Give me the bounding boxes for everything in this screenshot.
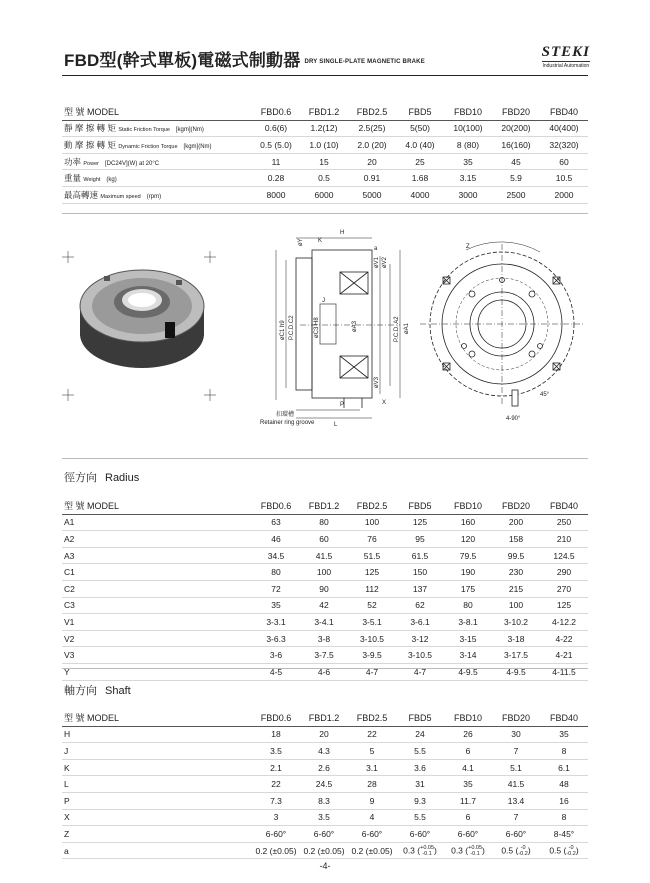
row-label: C2 [62, 580, 252, 597]
table-cell: 175 [444, 580, 492, 597]
tolerance-cell: 0.2 (±0.05) [300, 842, 348, 859]
radius-header-row: 型 號 MODEL FBD0.6 FBD1.2 FBD2.5 FBD5 FBD10 FBD20 FBD40 [62, 498, 588, 514]
table-cell: 3-8.1 [444, 614, 492, 631]
table-row [62, 726, 588, 743]
model-header-cell: FBD2.5 [348, 104, 396, 120]
spec-cell: 1.68 [396, 170, 444, 187]
table-cell: 158 [492, 531, 540, 548]
table-cell: 2.6 [300, 759, 348, 776]
table-cell: 4-22 [540, 630, 588, 647]
shaft-section-title: 軸方向 Shaft [64, 685, 131, 697]
table-cell: 60 [300, 531, 348, 548]
table-cell: 190 [444, 564, 492, 581]
table-cell: 3-10.5 [348, 630, 396, 647]
table-cell: 3-10.5 [396, 647, 444, 664]
table-cell: 20 [300, 726, 348, 743]
table-cell: 18 [252, 726, 300, 743]
spec-cell: 25 [396, 153, 444, 170]
table-cell: 270 [540, 580, 588, 597]
table-cell: 16 [540, 792, 588, 809]
model-header-cell: FBD40 [540, 710, 588, 726]
spec-row-label: 靜 摩 擦 轉 矩 Static Friction Torque [kgm](Nm) [62, 120, 252, 137]
shaft-header-row: 型 號 MODEL FBD0.6 FBD1.2 FBD2.5 FBD5 FBD10 FBD20 FBD40 [62, 710, 588, 726]
svg-text:J: J [322, 298, 325, 304]
section-rule [62, 668, 588, 669]
spec-cell: 0.28 [252, 170, 300, 187]
table-row [62, 647, 588, 664]
table-cell: 35 [252, 597, 300, 614]
model-header-cell: FBD10 [444, 104, 492, 120]
spec-cell: 2.0 (20) [348, 137, 396, 154]
table-cell: 5.5 [396, 743, 444, 760]
radius-section-title: 徑方向 Radius [64, 472, 140, 484]
table-cell: 7.3 [252, 792, 300, 809]
svg-text:P.C.D. A2: P.C.D. A2 [394, 316, 400, 342]
row-label: J [62, 743, 252, 760]
model-header-cell: FBD2.5 [348, 498, 396, 514]
model-header-cell: FBD0.6 [252, 710, 300, 726]
spec-cell: 40(400) [540, 120, 588, 137]
table-cell: 62 [396, 597, 444, 614]
table-cell: 4-12.2 [540, 614, 588, 631]
spec-cell: 3000 [444, 186, 492, 203]
header-rule [62, 75, 588, 76]
table-cell: 35 [540, 726, 588, 743]
spec-cell: 0.5 (5.0) [252, 137, 300, 154]
table-cell: 8.3 [300, 792, 348, 809]
technical-drawing [0, 220, 650, 450]
spec-cell: 16(160) [492, 137, 540, 154]
svg-text:øA1: øA1 [404, 322, 410, 334]
table-cell: 24 [396, 726, 444, 743]
spec-row [62, 186, 588, 203]
svg-text:P.C.D.C2: P.C.D.C2 [289, 315, 295, 340]
table-cell: 22 [252, 776, 300, 793]
table-cell: 100 [348, 514, 396, 531]
table-cell: 11.7 [444, 792, 492, 809]
section-rule [62, 213, 588, 214]
table-cell: 3-6 [252, 647, 300, 664]
svg-text:L: L [334, 422, 338, 428]
table-cell: 5.5 [396, 809, 444, 826]
spec-row [62, 153, 588, 170]
table-cell: 200 [492, 514, 540, 531]
spec-cell: 11 [252, 153, 300, 170]
table-cell: 3-4.1 [300, 614, 348, 631]
table-cell: 4-5 [252, 663, 300, 680]
table-cell: 28 [348, 776, 396, 793]
svg-text:P: P [340, 402, 345, 408]
table-cell: 3 [252, 809, 300, 826]
section-rule [62, 458, 588, 459]
table-row [62, 597, 588, 614]
spec-cell: 5.9 [492, 170, 540, 187]
svg-text:øV1: øV1 [374, 256, 380, 268]
row-label: A1 [62, 514, 252, 531]
spec-cell: 60 [540, 153, 588, 170]
svg-text:øC3 H8: øC3 H8 [314, 317, 320, 338]
svg-text:a: a [374, 246, 378, 252]
spec-cell: 4.0 (40) [396, 137, 444, 154]
table-cell: 6-60° [300, 826, 348, 843]
table-cell: 100 [300, 564, 348, 581]
table-cell: 3-18 [492, 630, 540, 647]
table-row [62, 663, 588, 680]
spec-cell: 3.15 [444, 170, 492, 187]
row-label: H [62, 726, 252, 743]
spec-cell: 8000 [252, 186, 300, 203]
svg-text:K: K [318, 238, 323, 244]
table-cell: 3-6.3 [252, 630, 300, 647]
table-cell: 125 [396, 514, 444, 531]
table-cell: 8-45° [540, 826, 588, 843]
tolerance-cell: 0.5 ( -0 -0.2 ) [540, 842, 588, 859]
svg-text:øC1 h9: øC1 h9 [280, 320, 286, 340]
tolerance-cell: 0.5 ( -0 -0.2 ) [492, 842, 540, 859]
spec-row [62, 170, 588, 187]
table-cell: 9.3 [396, 792, 444, 809]
table-cell: 80 [300, 514, 348, 531]
table-cell: 210 [540, 531, 588, 548]
row-label: a [62, 842, 252, 859]
table-cell: 31 [396, 776, 444, 793]
front-view [420, 242, 584, 406]
table-cell: 46 [252, 531, 300, 548]
svg-text:øY: øY [298, 238, 304, 246]
table-row [62, 514, 588, 531]
table-cell: 48 [540, 776, 588, 793]
table-cell: 4-7 [396, 663, 444, 680]
table-cell: 124.5 [540, 547, 588, 564]
brake-photo [62, 251, 216, 401]
table-cell: 160 [444, 514, 492, 531]
model-header-cell: FBD0.6 [252, 104, 300, 120]
front-labels [466, 244, 550, 422]
spec-row-label: 重量 Weight (kg) [62, 170, 252, 187]
table-row [62, 826, 588, 843]
spec-cell: 35 [444, 153, 492, 170]
spec-cell: 1.0 (10) [300, 137, 348, 154]
table-row [62, 547, 588, 564]
table-cell: 4-6 [300, 663, 348, 680]
tolerance-cell: 0.3 ( +0.05 -0.1 ) [396, 842, 444, 859]
table-cell: 6-60° [444, 826, 492, 843]
table-cell: 3-9.5 [348, 647, 396, 664]
spec-cell: 20 [348, 153, 396, 170]
spec-cell: 8 (80) [444, 137, 492, 154]
table-cell: 100 [492, 597, 540, 614]
table-cell: 34.5 [252, 547, 300, 564]
model-header-cell: FBD1.2 [300, 498, 348, 514]
svg-text:øV2: øV2 [382, 256, 388, 268]
table-cell: 4-9.5 [444, 663, 492, 680]
spec-cell: 5(50) [396, 120, 444, 137]
table-cell: 9 [348, 792, 396, 809]
spec-cell: 15 [300, 153, 348, 170]
table-cell: 99.5 [492, 547, 540, 564]
table-cell: 3-6.1 [396, 614, 444, 631]
row-label: V2 [62, 630, 252, 647]
row-label: X [62, 809, 252, 826]
table-cell: 51.5 [348, 547, 396, 564]
table-row [62, 842, 588, 859]
table-cell: 6-60° [348, 826, 396, 843]
shaft-table [62, 710, 588, 859]
model-header-cell: FBD10 [444, 498, 492, 514]
table-cell: 52 [348, 597, 396, 614]
table-cell: 80 [252, 564, 300, 581]
svg-text:扣環槽: 扣環槽 [276, 412, 295, 418]
table-cell: 7 [492, 809, 540, 826]
table-cell: 6 [444, 809, 492, 826]
table-cell: 6.1 [540, 759, 588, 776]
table-cell: 24.5 [300, 776, 348, 793]
model-header-cell: FBD5 [396, 498, 444, 514]
table-cell: 230 [492, 564, 540, 581]
table-cell: 5 [348, 743, 396, 760]
table-cell: 4-21 [540, 647, 588, 664]
table-cell: 6 [444, 743, 492, 760]
table-cell: 76 [348, 531, 396, 548]
table-cell: 4-9.5 [492, 663, 540, 680]
table-row [62, 580, 588, 597]
svg-text:4-90°: 4-90° [506, 416, 521, 422]
table-cell: 80 [444, 597, 492, 614]
svg-text:Z: Z [466, 244, 470, 250]
table-cell: 125 [540, 597, 588, 614]
table-cell: 215 [492, 580, 540, 597]
table-cell: 79.5 [444, 547, 492, 564]
svg-text:Retainer ring groove: Retainer ring groove [260, 420, 315, 426]
model-header-cell: FBD20 [492, 498, 540, 514]
row-label: K [62, 759, 252, 776]
table-cell: 125 [348, 564, 396, 581]
table-cell: 95 [396, 531, 444, 548]
row-label: Y [62, 663, 252, 680]
table-cell: 6-60° [252, 826, 300, 843]
table-cell: 4.1 [444, 759, 492, 776]
table-cell: 112 [348, 580, 396, 597]
spec-cell: 0.5 [300, 170, 348, 187]
table-cell: 4 [348, 809, 396, 826]
brand-logo: STEKI Industrial Automation [541, 44, 590, 69]
table-cell: 3.5 [300, 809, 348, 826]
model-header-cell: FBD20 [492, 710, 540, 726]
page-subtitle: DRY SINGLE-PLATE MAGNETIC BRAKE [304, 58, 425, 65]
table-cell: 6-60° [492, 826, 540, 843]
table-cell: 61.5 [396, 547, 444, 564]
model-header-cell: FBD2.5 [348, 710, 396, 726]
page-number: -4- [319, 861, 331, 871]
spec-cell: 4000 [396, 186, 444, 203]
table-cell: 41.5 [300, 547, 348, 564]
table-row [62, 531, 588, 548]
spec-cell: 2.5(25) [348, 120, 396, 137]
row-label: C1 [62, 564, 252, 581]
table-cell: 8 [540, 809, 588, 826]
tolerance-cell: 0.2 (±0.05) [348, 842, 396, 859]
spec-cell: 20(200) [492, 120, 540, 137]
spec-row-label: 最高轉速 Maximum speed (rpm) [62, 186, 252, 203]
table-cell: 5.1 [492, 759, 540, 776]
table-cell: 35 [444, 776, 492, 793]
spec-cell: 45 [492, 153, 540, 170]
table-row [62, 792, 588, 809]
row-label: P [62, 792, 252, 809]
row-label: V3 [62, 647, 252, 664]
table-row [62, 614, 588, 631]
table-cell: 290 [540, 564, 588, 581]
page-header [64, 44, 594, 72]
table-cell: 3-17.5 [492, 647, 540, 664]
spec-row-label: 動 摩 擦 轉 矩 Dynamic Friction Torque [kgm](Nm) [62, 137, 252, 154]
table-row [62, 630, 588, 647]
spec-row [62, 120, 588, 137]
table-row [62, 776, 588, 793]
spec-row [62, 137, 588, 154]
model-header-cell: FBD1.2 [300, 710, 348, 726]
svg-text:X: X [382, 400, 387, 406]
table-row [62, 759, 588, 776]
table-cell: 150 [396, 564, 444, 581]
svg-text:øV3: øV3 [374, 376, 380, 388]
spec-cell: 0.6(6) [252, 120, 300, 137]
table-cell: 3-14 [444, 647, 492, 664]
table-cell: 41.5 [492, 776, 540, 793]
table-cell: 26 [444, 726, 492, 743]
svg-text:45°: 45° [540, 392, 550, 398]
table-cell: 250 [540, 514, 588, 531]
row-label: Z [62, 826, 252, 843]
model-header-cell: FBD1.2 [300, 104, 348, 120]
row-label: V1 [62, 614, 252, 631]
spec-cell: 2000 [540, 186, 588, 203]
table-row [62, 564, 588, 581]
table-row [62, 743, 588, 760]
spec-cell: 10(100) [444, 120, 492, 137]
table-cell: 120 [444, 531, 492, 548]
table-cell: 137 [396, 580, 444, 597]
table-cell: 3-5.1 [348, 614, 396, 631]
table-row [62, 809, 588, 826]
table-cell: 3.1 [348, 759, 396, 776]
spec-cell: 32(320) [540, 137, 588, 154]
spec-cell: 6000 [300, 186, 348, 203]
table-cell: 3-8 [300, 630, 348, 647]
table-cell: 3.6 [396, 759, 444, 776]
model-header-cell: FBD5 [396, 710, 444, 726]
spec-cell: 1.2(12) [300, 120, 348, 137]
row-label: A2 [62, 531, 252, 548]
model-header-cell: FBD5 [396, 104, 444, 120]
row-label: L [62, 776, 252, 793]
table-cell: 3-3.1 [252, 614, 300, 631]
svg-text:øA3: øA3 [352, 320, 358, 332]
model-header-cell: FBD10 [444, 710, 492, 726]
model-header-cell: FBD40 [540, 498, 588, 514]
radius-table [62, 498, 588, 681]
tolerance-cell: 0.3 ( +0.05 -0.1 ) [444, 842, 492, 859]
spec-row-label: 功率 Power [DC24V](W) at 20°C [62, 153, 252, 170]
table-cell: 3-15 [444, 630, 492, 647]
table-cell: 4-7 [348, 663, 396, 680]
table-cell: 4-11.5 [540, 663, 588, 680]
table-cell: 4.3 [300, 743, 348, 760]
table-cell: 6-60° [396, 826, 444, 843]
row-label: A3 [62, 547, 252, 564]
spec-cell: 10.5 [540, 170, 588, 187]
table-cell: 3.5 [252, 743, 300, 760]
spec-header-row: 型 號 MODEL FBD0.6 FBD1.2 FBD2.5 FBD5 FBD10 FBD20 FBD40 [62, 104, 588, 120]
table-cell: 30 [492, 726, 540, 743]
table-cell: 13.4 [492, 792, 540, 809]
table-cell: 22 [348, 726, 396, 743]
table-cell: 7 [492, 743, 540, 760]
spec-cell: 5000 [348, 186, 396, 203]
table-cell: 3-10.2 [492, 614, 540, 631]
table-cell: 3-7.5 [300, 647, 348, 664]
tolerance-cell: 0.2 (±0.05) [252, 842, 300, 859]
table-cell: 2.1 [252, 759, 300, 776]
model-header-cell: FBD0.6 [252, 498, 300, 514]
row-label: C3 [62, 597, 252, 614]
table-cell: 3-12 [396, 630, 444, 647]
page-title: FBD型(幹式單板)電磁式制動器 DRY SINGLE-PLATE MAGNETIC BRAKE [64, 51, 425, 70]
spec-cell: 0.91 [348, 170, 396, 187]
table-cell: 8 [540, 743, 588, 760]
table-cell: 72 [252, 580, 300, 597]
model-header-cell: FBD20 [492, 104, 540, 120]
svg-text:H: H [340, 230, 345, 236]
model-header-cell: FBD40 [540, 104, 588, 120]
table-cell: 42 [300, 597, 348, 614]
spec-table [62, 104, 588, 204]
spec-cell: 2500 [492, 186, 540, 203]
table-cell: 63 [252, 514, 300, 531]
table-cell: 90 [300, 580, 348, 597]
